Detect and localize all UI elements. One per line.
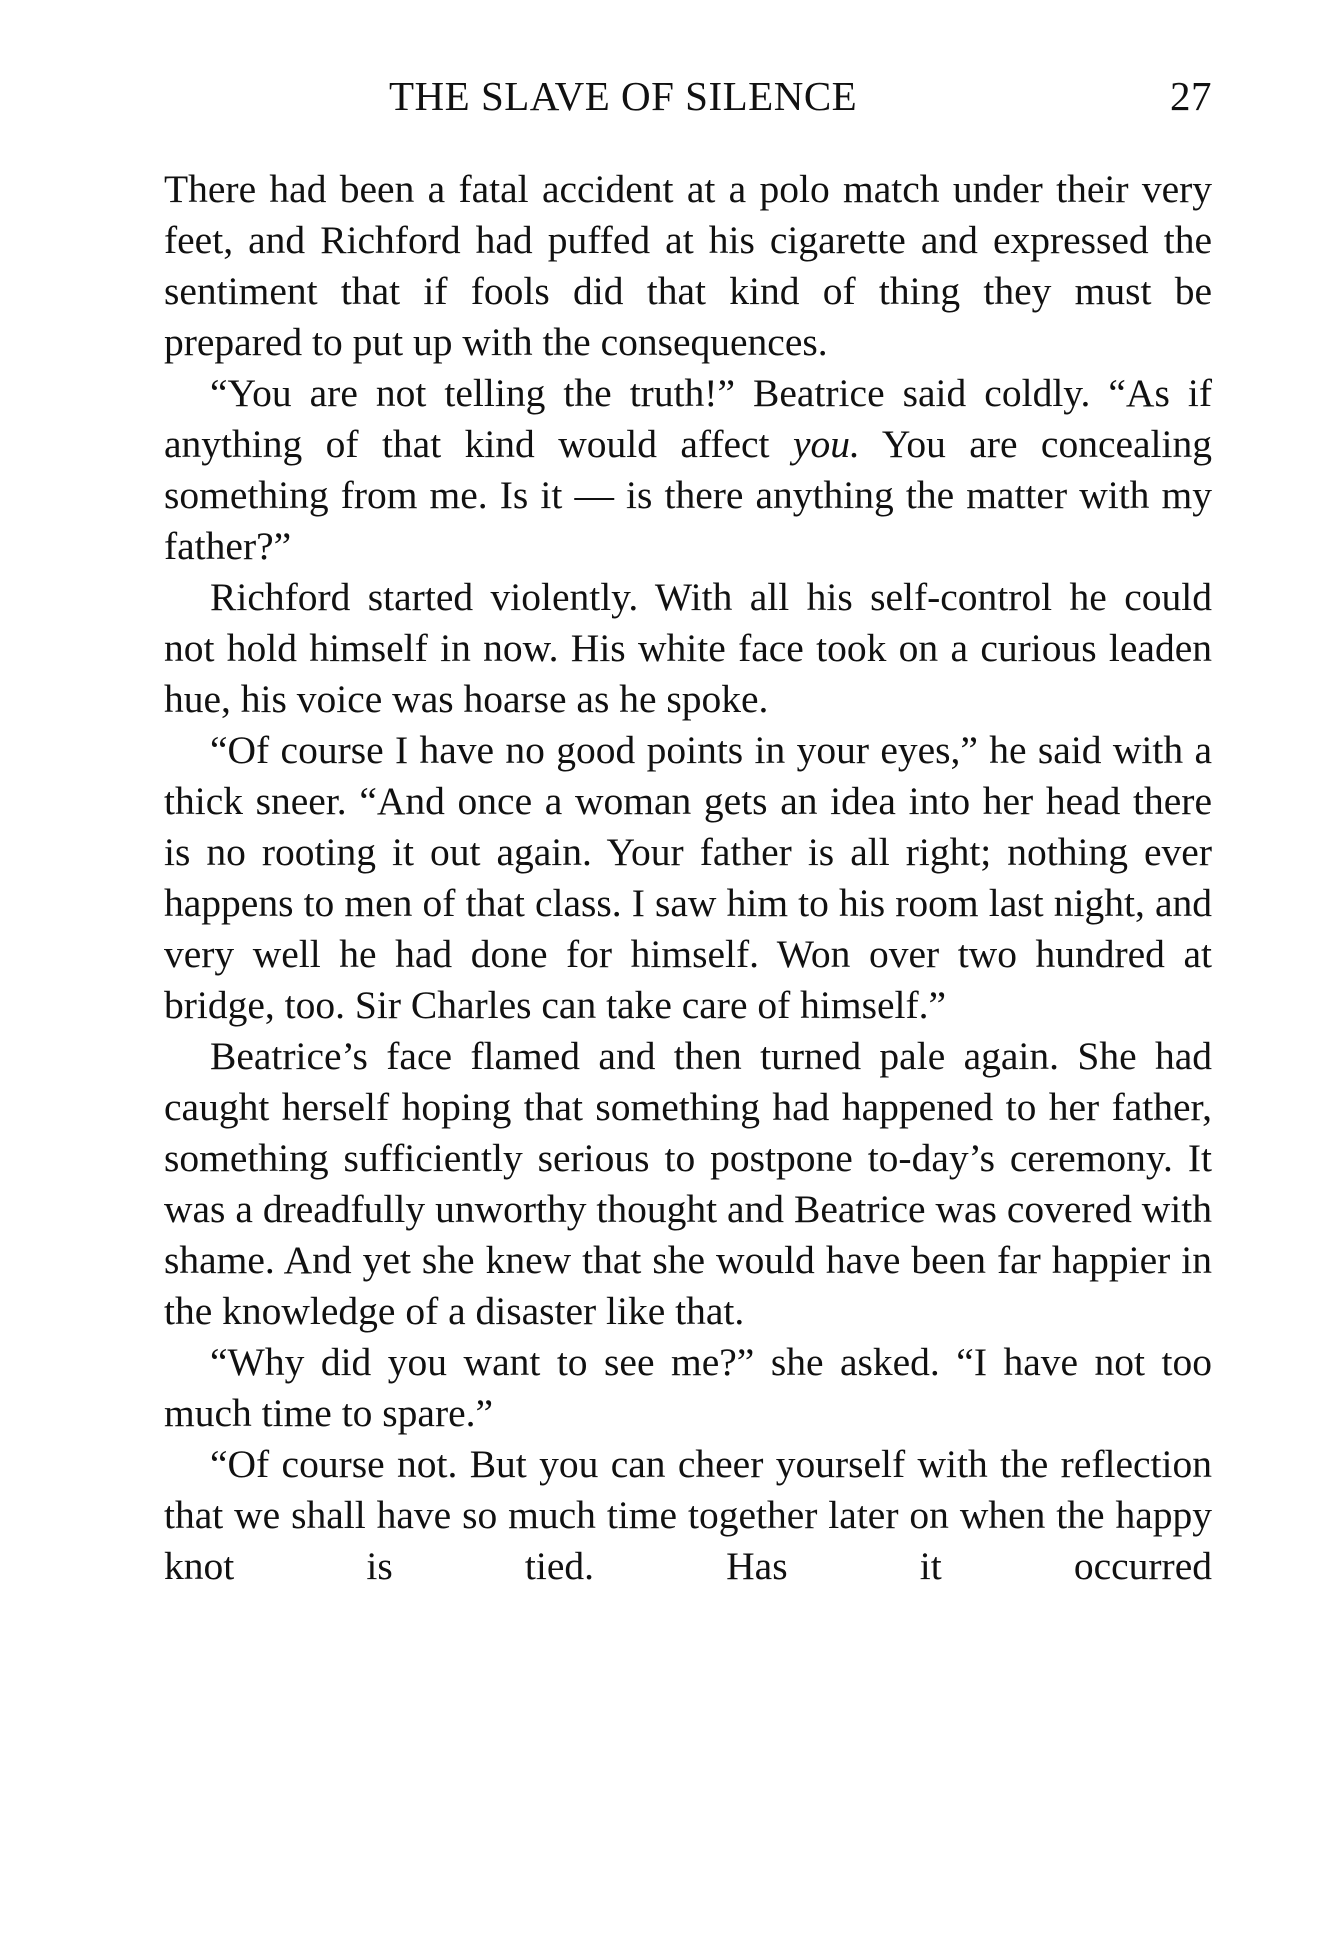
running-title: THE SLAVE OF SILENCE	[389, 73, 858, 119]
paragraph-text: You are concealing something from me. Is it — is there anything the matter with my father?”	[164, 422, 1212, 568]
paragraph: There had been a fatal accident at a polo match under their very feet, and Richford had puffed at his cigarette and expressed the sentiment that if fools did that kind of thing they must be prepared to put up with the consequences.	[164, 167, 1212, 364]
paragraph	[164, 368, 1212, 572]
running-head	[164, 72, 1212, 132]
paragraph-text: “You are not telling the truth!” Beatrice said coldly. “As if anything of that kind would affect	[164, 371, 1212, 466]
paragraph: “Why did you want to see me?” she asked. “I have not too much time to spare.”	[164, 1340, 1212, 1435]
paragraph: “Of course not. But you can cheer yourself with the reflection that we shall have so much time together later on when the happy knot is tied. Has it occurred	[164, 1442, 1212, 1588]
emphasis-text: you.	[792, 422, 860, 466]
paragraph: Richford started violently. With all his self-control he could not hold himself in now. His white face took on a curious leaden hue, his voice was hoarse as he spoke.	[164, 575, 1212, 721]
body-text	[164, 164, 1212, 1592]
paragraph: “Of course I have no good points in your eyes,” he said with a thick sneer. “And once a woman gets an idea into her head there is no rooting it out again. Your father is all right; nothing ever happens to men of that class. I saw him to his room last night, and very well he had done for himself. Won over two hundred at bridge, too. Sir Charles can take care of himself.”	[164, 728, 1212, 1027]
paragraph: Beatrice’s face flamed and then turned pale again. She had caught herself hoping that something had happened to her father, something sufficiently serious to postpone to-day’s ceremony. It was a dreadfully unworthy thought and Beatrice was covered with shame. And yet she knew that she would have been far happier in the knowledge of a disaster like that.	[164, 1034, 1212, 1333]
page-number: 27	[1170, 73, 1212, 119]
